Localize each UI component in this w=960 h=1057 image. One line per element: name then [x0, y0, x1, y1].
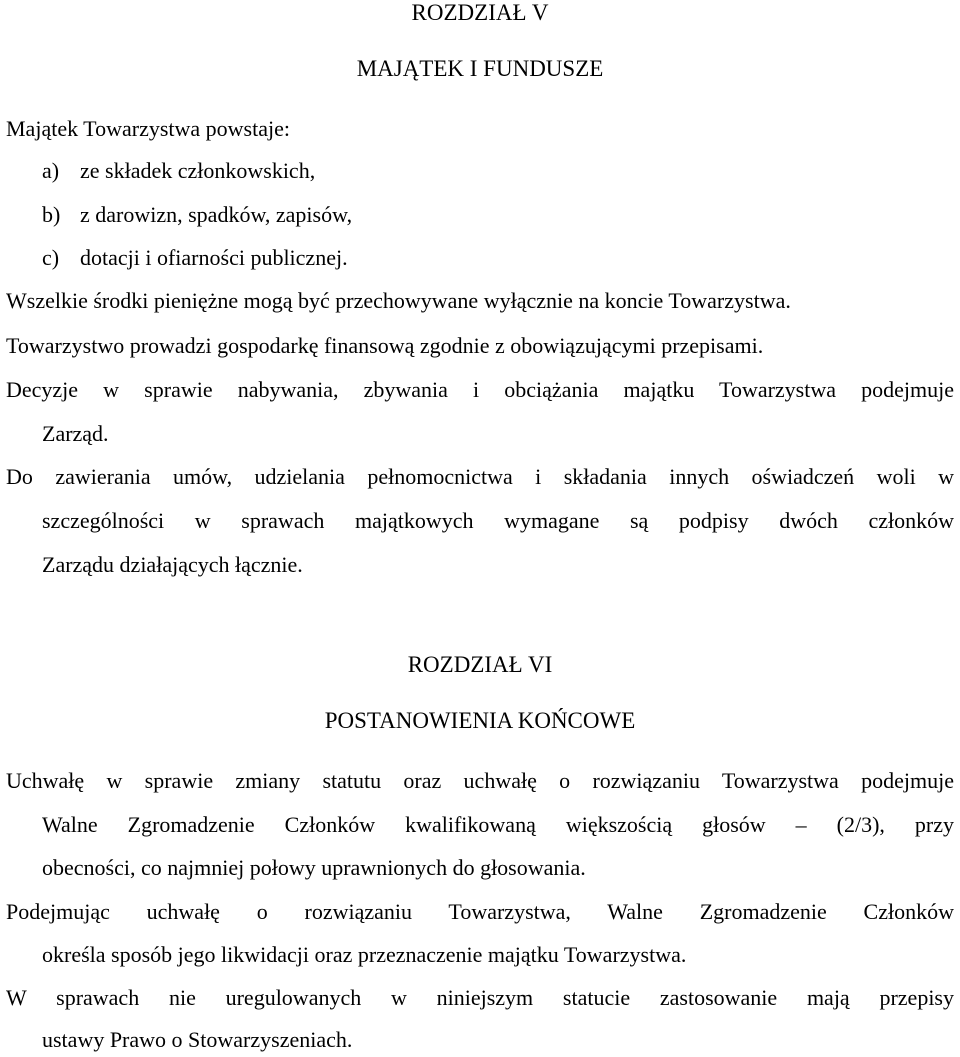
paragraph: Towarzystwo prowadzi gospodarkę finansową zgodnie z obowiązującymi przepisami.: [6, 333, 764, 358]
chapter-6-title: [0, 652, 960, 678]
paragraph-line: Uchwałę w sprawie zmiany statutu oraz uchwałę o rozwiązaniu Towarzystwa podejmuje: [6, 768, 954, 793]
paragraph-line: Zarządu działających łącznie.: [42, 552, 303, 577]
paragraph-line: Walne Zgromadzenie Członków kwalifikowaną większością głosów – (2/3), przy: [42, 812, 954, 837]
list-marker: a): [42, 158, 60, 183]
paragraph-line: Zarząd.: [42, 421, 109, 446]
paragraph-line: Podejmując uchwałę o rozwiązaniu Towarzystwa, Walne Zgromadzenie Członków: [6, 899, 954, 924]
paragraph-line: ustawy Prawo o Stowarzyszeniach.: [42, 1027, 353, 1052]
chapter-6-title-text: ROZDZIAŁ VI: [407, 652, 553, 677]
chapter-5-title: [0, 0, 960, 26]
chapter-5-subtitle: [0, 56, 960, 82]
paragraph-line: szczególności w sprawach majątkowych wymagane są podpisy dwóch członków: [42, 508, 954, 533]
paragraph-line: Decyzje w sprawie nabywania, zbywania i obciążania majątku Towarzystwa podejmuje: [6, 377, 954, 402]
paragraph-line: określa sposób jego likwidacji oraz przeznaczenie majątku Towarzystwa.: [42, 942, 687, 967]
chapter-5-intro: Majątek Towarzystwa powstaje:: [6, 116, 290, 141]
chapter-6-subtitle: [0, 708, 960, 734]
list-text: dotacji i ofiarności publicznej.: [80, 245, 348, 270]
list-marker: b): [42, 202, 61, 227]
paragraph-line: obecności, co najmniej połowy uprawnionych do głosowania.: [42, 855, 586, 880]
paragraph: Wszelkie środki pieniężne mogą być przechowywane wyłącznie na koncie Towarzystwa.: [6, 288, 791, 313]
chapter-5-subtitle-text: MAJĄTEK I FUNDUSZE: [356, 56, 604, 81]
chapter-5-title-text: ROZDZIAŁ V: [411, 0, 549, 25]
paragraph-line: Do zawierania umów, udzielania pełnomocnictwa i składania innych oświadczeń woli w: [6, 464, 954, 489]
chapter-6-subtitle-text: POSTANOWIENIA KOŃCOWE: [324, 708, 636, 733]
list-item: [42, 158, 316, 184]
list-item: [42, 202, 353, 228]
paragraph-line: W sprawach nie uregulowanych w niniejszym statucie zastosowanie mają przepisy: [6, 985, 954, 1010]
list-text: z darowizn, spadków, zapisów,: [80, 202, 353, 227]
list-marker: c): [42, 245, 60, 270]
list-text: ze składek członkowskich,: [80, 158, 316, 183]
list-item: [42, 245, 348, 271]
